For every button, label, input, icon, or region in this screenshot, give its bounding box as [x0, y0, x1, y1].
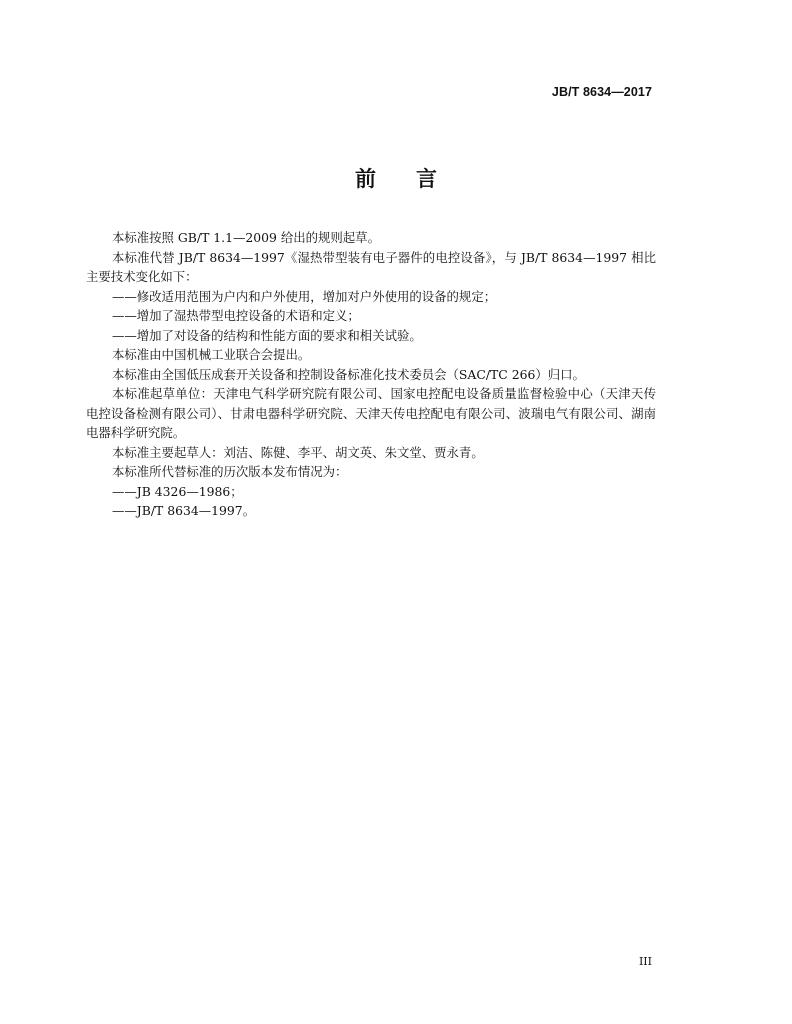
foreword-body [86, 228, 656, 521]
paragraph-proposer: 本标准由中国机械工业联合会提出。 [112, 347, 311, 362]
paragraph-drafting-rule: 本标准按照 GB/T 1.1—2009 给出的规则起草。 [112, 230, 380, 245]
paragraph-history: 本标准所代替标准的历次版本发布情况为： [112, 464, 348, 479]
page-title: 前言 [355, 167, 477, 191]
change-item-scope: ——修改适用范围为户内和户外使用，增加对户外使用的设备的规定； [112, 288, 497, 304]
change-item-terms: ——增加了湿热带型电控设备的术语和定义； [112, 308, 360, 323]
paragraph-drafters: 本标准主要起草人：刘洁、陈健、李平、胡文英、朱文堂、贾永青。 [112, 444, 484, 460]
history-item-1986: ——JB 4326—1986； [112, 483, 243, 499]
history-item-1997: ——JB/T 8634—1997。 [112, 503, 256, 518]
paragraph-replacement: 本标准代替 JB/T 8634—1997《湿热带型装有电子器件的电控设备》，与 JB/T 8634—1997 相比主要技术变化如下： [86, 249, 656, 284]
paragraph-drafting-units: 本标准起草单位：天津电气科学研究院有限公司、国家电控配电设备质量监督检验中心（天津天传电控设备检测有限公司）、甘肃电器科学研究院、天津天传电控配电有限公司、波瑞电气有限公司、湖南电器科学研究院。 [86, 386, 656, 440]
paragraph-committee: 本标准由全国低压成套开关设备和控制设备标准化技术委员会（SAC/TC 266）归口。 [112, 366, 585, 382]
standard-number: JB/T 8634—2017 [551, 85, 652, 99]
page-number: III [638, 955, 652, 968]
change-item-tests: ——增加了对设备的结构和性能方面的要求和相关试验。 [112, 327, 422, 343]
